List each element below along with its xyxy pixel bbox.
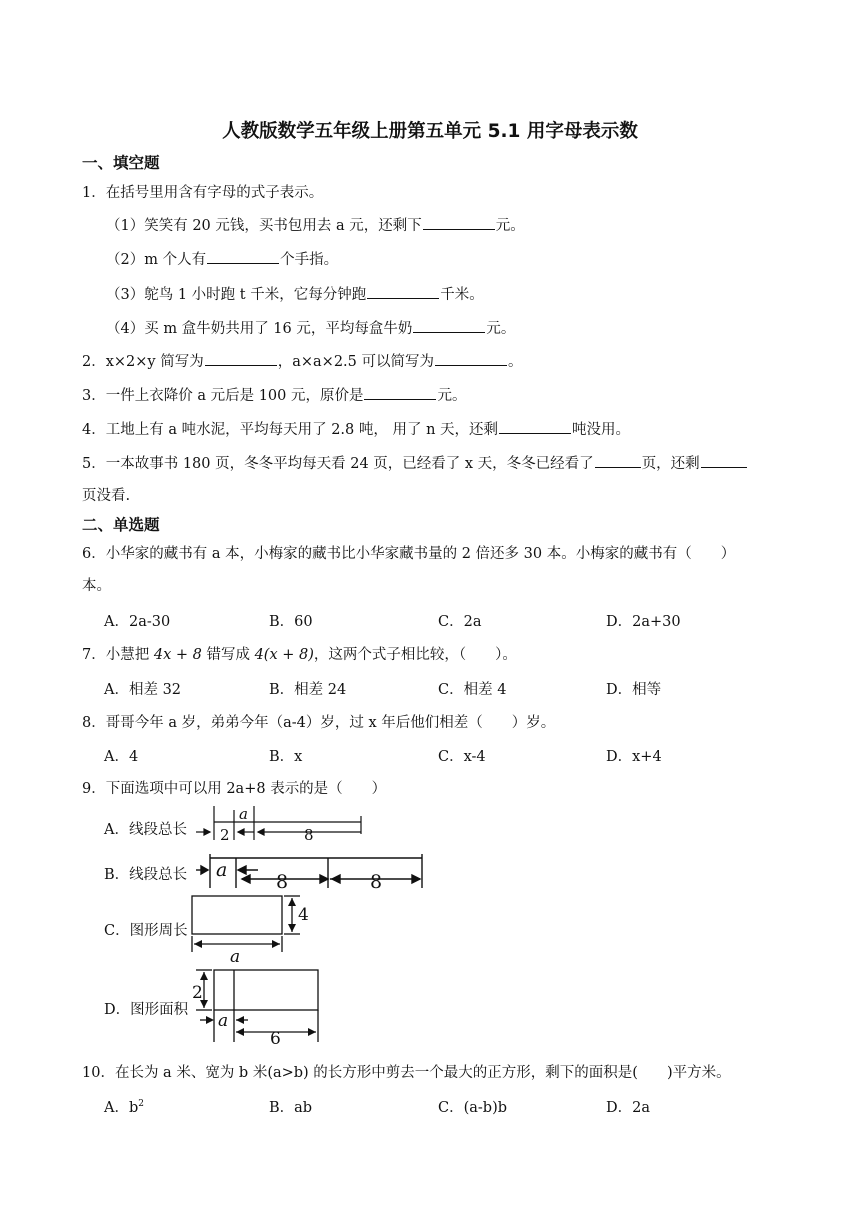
question-text: 错写成 [206,647,250,663]
math-expression: 4x + 8 [153,647,202,663]
question-text: 个手指。 [280,252,339,268]
question-10: 10．在长为 a 米、宽为 b 米(a>b) 的长方形中剪去一个最大的正方形，剩下的面积是( )平方米。 [82,1065,731,1081]
option-d[interactable]: D．x+4 [606,749,662,765]
question-text: （2）m 个人有 [106,252,207,268]
question-text: 吨没用。 [572,422,631,438]
answer-blank[interactable] [435,351,507,366]
question-text: ，这两个式子相比较，（ ）。 [313,647,517,663]
option-c[interactable]: C．相差 4 [438,682,507,698]
question-text: ，a×a×2.5 可以简写为 [277,354,434,370]
question-5-cont: 页没看. [82,488,131,504]
question-text: （3）鸵鸟 1 小时跑 t 千米，它每分钟跑 [106,287,367,303]
answer-blank[interactable] [595,453,641,468]
option-d[interactable]: D．图形面积 [104,1002,189,1018]
label-2: 2 [220,826,230,842]
question-text: 元。 [437,388,467,404]
question-6-line-2: 本。 [82,578,111,594]
option-a[interactable]: A．线段总长 [104,822,187,838]
question-8: 8．哥哥今年 a 岁，弟弟今年（a-4）岁，过 x 年后他们相差（ ）岁。 [82,715,556,731]
page-title: 人教版数学五年级上册第五单元 5.1 用字母表示数 [222,121,638,142]
option-d[interactable]: D．2a+30 [606,614,681,630]
question-1-stem: 1．在括号里用含有字母的式子表示。 [82,185,324,201]
label-6: 6 [270,1029,281,1044]
option-c[interactable]: C．x-4 [438,749,486,765]
label-8: 8 [370,871,383,892]
question-text: 千米。 [440,287,484,303]
answer-blank[interactable] [413,318,485,333]
option-b[interactable]: B．x [269,749,303,765]
option-a[interactable]: A．4 [104,749,139,765]
label-4: 4 [298,905,309,925]
answer-blank[interactable] [367,284,439,299]
question-1-sub-3 [106,283,484,304]
option-d[interactable]: D．相等 [606,682,662,698]
answer-blank[interactable] [364,385,436,400]
question-5 [82,452,748,473]
label-a: a [239,806,248,823]
answer-blank[interactable] [701,453,747,468]
section-heading-choice: 二、单选题 [82,516,160,534]
question-text: 3．一件上衣降价 a 元后是 100 元，原价是 [82,388,364,404]
question-text: 4．工地上有 a 吨水泥，平均每天用了 2.8 吨， 用了 n 天，还剩 [82,422,499,438]
option-c[interactable]: C．2a [438,614,482,630]
question-9: 9．下面选项中可以用 2a+8 表示的是（ ） [82,781,387,797]
question-text: 2．x×2×y 简写为 [82,354,204,370]
figure-b-segment-diagram [196,852,428,892]
label-a: a [216,859,228,881]
question-1-sub-4 [106,317,515,338]
question-text: （1）笑笑有 20 元钱，买书包用去 a 元，还剩下 [106,218,422,234]
question-3 [82,384,466,405]
label-2: 2 [192,983,203,1003]
figure-c-rectangle [188,892,312,964]
math-expression: 4(x + 8) [254,647,314,663]
question-text: 。 [508,354,523,370]
question-6-line-1: 6．小华家的藏书有 a 本，小梅家的藏书比小华家藏书量的 2 倍还多 30 本。小梅家的藏书有（ ） [82,546,736,562]
label-a: a [230,947,241,964]
option-a[interactable]: A．相差 32 [104,682,182,698]
label-a: a [218,1011,229,1031]
section-heading-fill: 一、填空题 [82,154,160,172]
option-b[interactable]: B．相差 24 [269,682,347,698]
answer-blank[interactable] [499,419,571,434]
question-1-sub-2 [106,248,338,269]
option-a[interactable]: A．2a-30 [104,614,171,630]
answer-blank[interactable] [205,351,277,366]
label-8: 8 [304,826,314,842]
option-c[interactable]: C．(a-b)b [438,1100,508,1116]
option-c[interactable]: C．图形周长 [104,923,188,939]
question-4 [82,418,630,439]
question-1-sub-1 [106,214,525,235]
question-7 [82,643,517,664]
question-text: 元。 [495,218,525,234]
option-b[interactable]: B．ab [269,1100,313,1116]
option-b[interactable]: B．线段总长 [104,867,188,883]
option-b[interactable]: B．60 [269,614,313,630]
answer-blank[interactable] [423,215,495,230]
question-text: 页，还剩 [641,456,700,472]
question-text: 7．小慧把 [82,647,150,663]
question-text: （4）买 m 盒牛奶共用了 16 元，平均每盒牛奶 [106,321,413,337]
figure-d-rectangle [190,964,322,1044]
question-text: 元。 [486,321,516,337]
option-a[interactable] [104,1096,144,1117]
option-d[interactable]: D．2a [606,1100,650,1116]
question-2 [82,350,523,371]
superscript: 2 [138,1099,144,1110]
figure-a-segment-diagram [196,806,366,842]
answer-blank[interactable] [207,249,279,264]
option-text: A．b [104,1100,139,1116]
question-text: 5．一本故事书 180 页，冬冬平均每天看 24 页，已经看了 x 天，冬冬已经看了 [82,456,594,472]
label-8: 8 [276,871,289,892]
